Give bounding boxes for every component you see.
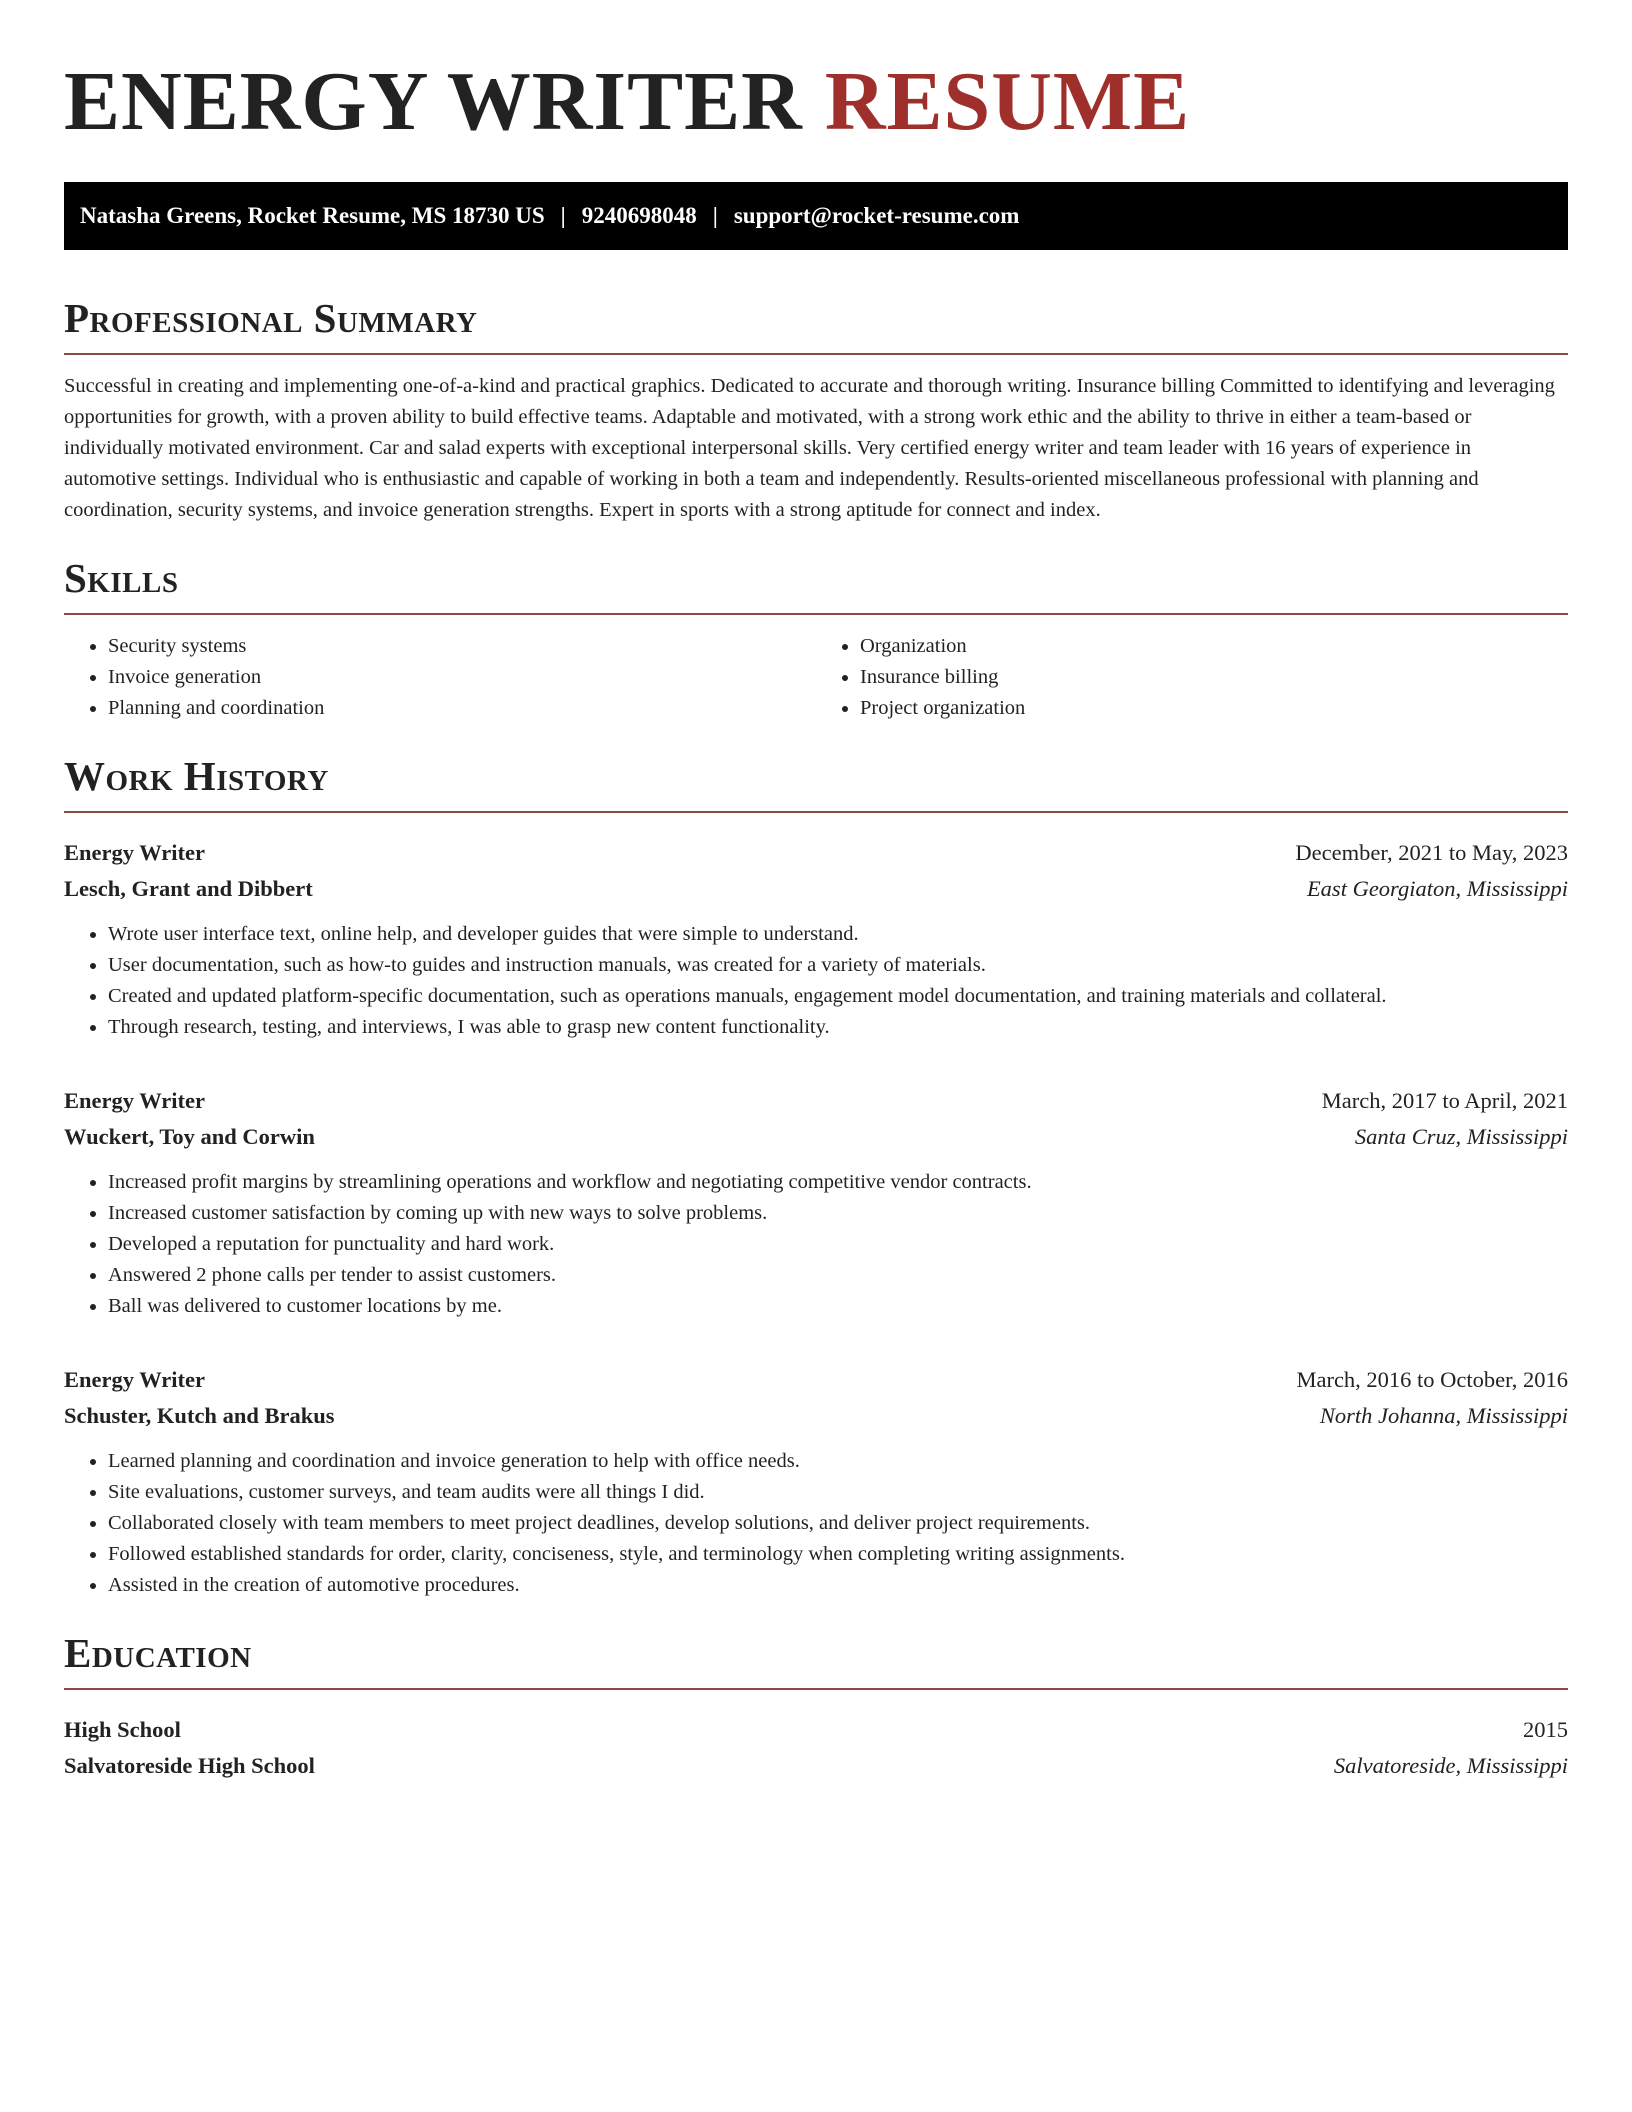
skills-heading: Skills <box>64 556 1568 615</box>
job-bullet: • Increased customer satisfaction by coming up with new ways to solve problems. <box>108 1198 1568 1229</box>
skills-section <box>64 556 1568 724</box>
contact-separator: | <box>560 203 566 228</box>
education-heading: Education <box>64 1631 1568 1690</box>
job-bullet: • Developed a reputation for punctuality and hard work. <box>108 1229 1568 1260</box>
job-company-row <box>64 1398 1568 1434</box>
job-entry <box>64 1083 1568 1322</box>
job-bullets <box>64 919 1568 1043</box>
summary-heading: Professional Summary <box>64 296 1568 355</box>
contact-bar <box>64 182 1568 250</box>
skill-item: • Project organization <box>860 693 1568 724</box>
job-company: Schuster, Kutch and Brakus <box>64 1403 335 1429</box>
job-bullet: • Ball was delivered to customer locations by me. <box>108 1291 1568 1322</box>
skill-item: • Organization <box>860 631 1568 662</box>
skills-list-right <box>816 631 1568 724</box>
job-entry <box>64 1362 1568 1601</box>
education-year: 2015 <box>1523 1717 1568 1743</box>
skills-columns <box>64 631 1568 724</box>
education-school-row <box>64 1748 1568 1784</box>
job-bullet: • Learned planning and coordination and invoice generation to help with office needs. <box>108 1446 1568 1477</box>
job-bullet: • Created and updated platform-specific documentation, such as operations manuals, engagement model documentation, and training materials and collateral. <box>108 981 1568 1012</box>
title-primary: ENERGY WRITER <box>64 55 803 148</box>
job-bullets <box>64 1167 1568 1322</box>
job-title: Energy Writer <box>64 840 206 866</box>
contact-email: support@rocket-resume.com <box>733 203 1020 228</box>
work-history-heading: Work History <box>64 754 1568 813</box>
contact-separator: | <box>712 203 718 228</box>
job-entry <box>64 835 1568 1043</box>
resume-title <box>64 55 1568 148</box>
summary-section <box>64 296 1568 526</box>
title-accent: RESUME <box>824 55 1191 148</box>
job-dates: December, 2021 to May, 2023 <box>1295 840 1568 866</box>
job-dates: March, 2017 to April, 2021 <box>1321 1088 1568 1114</box>
job-bullet: • Answered 2 phone calls per tender to assist customers. <box>108 1260 1568 1291</box>
job-dates: March, 2016 to October, 2016 <box>1296 1367 1568 1393</box>
job-header-row <box>64 1083 1568 1119</box>
job-location: Santa Cruz, Mississippi <box>1354 1124 1568 1150</box>
job-bullet: • Assisted in the creation of automotive procedures. <box>108 1570 1568 1601</box>
job-bullet: • Through research, testing, and interviews, I was able to grasp new content functionality. <box>108 1012 1568 1043</box>
job-company: Wuckert, Toy and Corwin <box>64 1124 315 1150</box>
job-bullets <box>64 1446 1568 1601</box>
education-section <box>64 1631 1568 1784</box>
skills-list-left <box>64 631 816 724</box>
job-bullet: • Site evaluations, customer surveys, and team audits were all things I did. <box>108 1477 1568 1508</box>
job-location: North Johanna, Mississippi <box>1319 1403 1568 1429</box>
work-history-section <box>64 754 1568 1601</box>
job-bullet: • Wrote user interface text, online help, and developer guides that were simple to understand. <box>108 919 1568 950</box>
skill-item: • Security systems <box>108 631 816 662</box>
job-location: East Georgiaton, Mississippi <box>1306 876 1568 902</box>
job-header-row <box>64 835 1568 871</box>
skill-item: • Planning and coordination <box>108 693 816 724</box>
job-header-row <box>64 1362 1568 1398</box>
job-company: Lesch, Grant and Dibbert <box>64 876 313 902</box>
job-bullet: • Increased profit margins by streamlining operations and workflow and negotiating competitive vendor contracts. <box>108 1167 1568 1198</box>
contact-phone: 9240698048 <box>581 203 697 228</box>
education-header-row <box>64 1712 1568 1748</box>
job-title: Energy Writer <box>64 1088 206 1114</box>
job-bullet: • Followed established standards for order, clarity, conciseness, style, and terminology when completing writing assignments. <box>108 1539 1568 1570</box>
job-bullet: • User documentation, such as how-to guides and instruction manuals, was created for a variety of materials. <box>108 950 1568 981</box>
job-title: Energy Writer <box>64 1367 206 1393</box>
skill-item: • Invoice generation <box>108 662 816 693</box>
contact-address: Natasha Greens, Rocket Resume, MS 18730 US <box>80 203 545 228</box>
job-bullet: • Collaborated closely with team members to meet project deadlines, develop solutions, and deliver project requirements. <box>108 1508 1568 1539</box>
job-company-row <box>64 871 1568 907</box>
education-school: Salvatoreside High School <box>64 1753 315 1779</box>
education-degree: High School <box>64 1717 181 1743</box>
skill-item: • Insurance billing <box>860 662 1568 693</box>
job-company-row <box>64 1119 1568 1155</box>
summary-text: Successful in creating and implementing one-of-a-kind and practical graphics. Dedicated to accurate and thorough writing. Insurance billing Committed to identifying and leveraging opportunities for growth, with a proven ability to build effective teams. Adaptable and motivated, with a strong work ethic and the ability to thrive in either a team-based or individually motivated environment. Car and salad experts with exceptional interpersonal skills. Very certified energy writer and team leader with 16 years of experience in automotive settings. Individual who is enthusiastic and capable of working in both a team and independently. Results-oriented miscellaneous professional with planning and coordination, security systems, and invoice generation strengths. Expert in sports with a strong aptitude for connect and index. <box>64 375 1555 522</box>
education-entry <box>64 1712 1568 1784</box>
education-location: Salvatoreside, Mississippi <box>1333 1753 1568 1779</box>
